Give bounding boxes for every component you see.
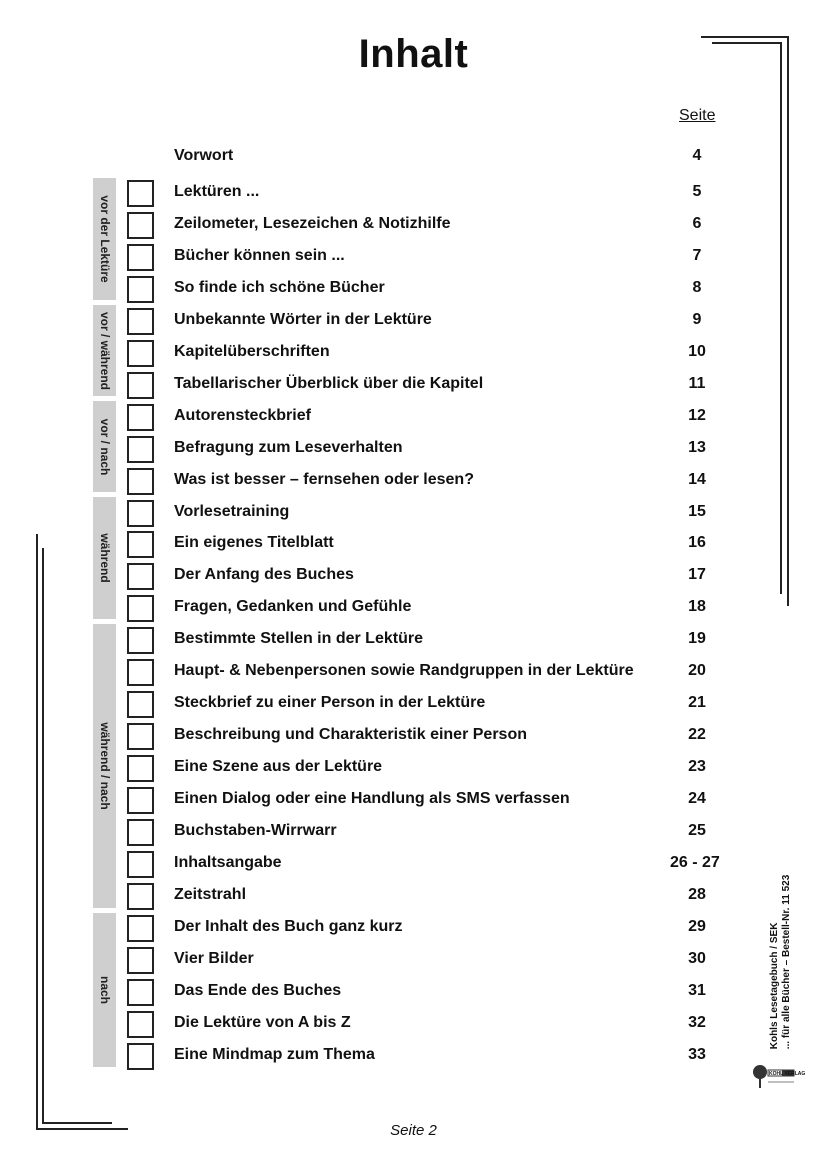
- publisher-line-2: ... für alle Bücher – Bestell-Nr. 11 523: [781, 874, 792, 1050]
- toc-entry-page: 28: [688, 886, 706, 903]
- toc-row: [0, 912, 827, 944]
- toc-checkbox[interactable]: [127, 915, 154, 942]
- toc-entry-label: Eine Szene aus der Lektüre: [174, 758, 383, 775]
- toc-entry-label: Bestimmte Stellen in der Lektüre: [174, 630, 423, 647]
- toc-row: [0, 305, 827, 337]
- toc-entry-page: 30: [688, 950, 706, 967]
- toc-entry-label: Vorlesetraining: [174, 503, 290, 520]
- toc-checkbox[interactable]: [127, 755, 154, 782]
- toc-row: [0, 401, 827, 433]
- toc-entry-label: Vier Bilder: [174, 950, 254, 967]
- toc-entry-page: 9: [692, 311, 702, 328]
- toc-row: [0, 688, 827, 720]
- toc-entry-page: 20: [688, 662, 706, 679]
- toc-checkbox[interactable]: [127, 723, 154, 750]
- toc-entry-label: Tabellarischer Überblick über die Kapitel: [174, 375, 484, 392]
- toc-entry-page: 10: [688, 343, 706, 360]
- toc-entry-page: 15: [688, 503, 706, 520]
- toc-checkbox[interactable]: [127, 563, 154, 590]
- toc-row: [0, 1040, 827, 1072]
- toc-entry-page: 22: [688, 726, 706, 743]
- toc-checkbox[interactable]: [127, 659, 154, 686]
- toc-entry-page: 21: [688, 694, 706, 711]
- toc-row: [0, 784, 827, 816]
- toc-entry-page: 6: [692, 215, 702, 232]
- tree-logo-icon: [752, 1062, 806, 1090]
- toc-checkbox[interactable]: [127, 276, 154, 303]
- svg-text:KOHL VERLAG: KOHL VERLAG: [769, 1071, 806, 1077]
- publisher-imprint: [766, 836, 796, 1088]
- toc-checkbox[interactable]: [127, 531, 154, 558]
- toc-entry-label: Autorensteckbrief: [174, 407, 311, 424]
- toc-entry-label: Was ist besser – fernsehen oder lesen?: [174, 471, 474, 488]
- toc-checkbox[interactable]: [127, 1043, 154, 1070]
- toc-checkbox[interactable]: [127, 851, 154, 878]
- toc-entry-label: Beschreibung und Charakteristik einer Person: [174, 726, 527, 743]
- toc-entry-page: 8: [692, 279, 702, 296]
- toc-checkbox[interactable]: [127, 436, 154, 463]
- toc-checkbox[interactable]: [127, 691, 154, 718]
- toc-checkbox[interactable]: [127, 308, 154, 335]
- page-column-header: Seite: [679, 107, 716, 124]
- publisher-logo: [752, 1062, 806, 1090]
- page-title: Inhalt: [358, 32, 469, 76]
- toc-checkbox[interactable]: [127, 1011, 154, 1038]
- toc-row: [0, 880, 827, 912]
- toc-checkbox[interactable]: [127, 372, 154, 399]
- toc-row: [0, 241, 827, 273]
- toc-entry-page: 24: [688, 790, 706, 807]
- page-number-footer: Seite 2: [390, 1122, 437, 1139]
- toc-checkbox[interactable]: [127, 340, 154, 367]
- toc-entry-page: 5: [692, 183, 702, 200]
- toc-entry-label: Einen Dialog oder eine Handlung als SMS verfassen: [174, 790, 570, 807]
- toc-entry-page: 19: [688, 630, 706, 647]
- toc-entry-label: Zeilometer, Lesezeichen & Notizhilfe: [174, 215, 451, 232]
- toc-row: [0, 369, 827, 401]
- toc-entry-label: Lektüren ...: [174, 183, 260, 200]
- phase-label-during-after: während / nach: [93, 624, 116, 908]
- toc-checkbox[interactable]: [127, 500, 154, 527]
- toc-row: [0, 1008, 827, 1040]
- toc-entry-label: Vorwort: [174, 147, 234, 164]
- toc-row: [0, 433, 827, 465]
- phase-label-before: vor der Lektüre: [93, 178, 116, 300]
- toc-entry-page: 18: [688, 598, 706, 615]
- toc-entry-page: 4: [692, 147, 702, 164]
- toc-entry-label: Der Anfang des Buches: [174, 566, 354, 583]
- toc-row: [0, 816, 827, 848]
- toc-row: [0, 592, 827, 624]
- phase-label-before-during: vor / während: [93, 305, 116, 396]
- toc-row: [0, 944, 827, 976]
- toc-checkbox[interactable]: [127, 180, 154, 207]
- toc-entry-label: Der Inhalt des Buch ganz kurz: [174, 918, 403, 935]
- toc-entry-page: 33: [688, 1046, 706, 1063]
- toc-row: [0, 497, 827, 529]
- toc-checkbox[interactable]: [127, 595, 154, 622]
- phase-label-after: nach: [93, 913, 116, 1067]
- toc-entry-label: Haupt- & Nebenpersonen sowie Randgruppen in der Lektüre: [174, 662, 634, 679]
- toc-entry-page: 23: [688, 758, 706, 775]
- toc-checkbox[interactable]: [127, 468, 154, 495]
- toc-row: [0, 656, 827, 688]
- phase-label-before-after: vor / nach: [93, 401, 116, 492]
- toc-entry-label: Zeitstrahl: [174, 886, 247, 903]
- toc-entry-label: Bücher können sein ...: [174, 247, 345, 264]
- toc-entry-page: 13: [688, 439, 706, 456]
- toc-entry-label: Unbekannte Wörter in der Lektüre: [174, 311, 432, 328]
- toc-entry-page: 17: [688, 566, 706, 583]
- toc-entry-label: So finde ich schöne Bücher: [174, 279, 385, 296]
- toc-entry-page: 12: [688, 407, 706, 424]
- toc-entry-page: 7: [692, 247, 702, 264]
- toc-entry-page: 16: [688, 534, 706, 551]
- toc-row: [0, 976, 827, 1008]
- toc-row: [0, 848, 827, 880]
- toc-checkbox[interactable]: [127, 883, 154, 910]
- toc-row: [0, 465, 827, 497]
- toc-checkbox[interactable]: [127, 212, 154, 239]
- toc-row: [0, 624, 827, 656]
- toc-entry-page: 31: [688, 982, 706, 999]
- toc-checkbox[interactable]: [127, 404, 154, 431]
- toc-entry-label: Befragung zum Leseverhalten: [174, 439, 403, 456]
- toc-row: [0, 337, 827, 369]
- toc-checkbox[interactable]: [127, 819, 154, 846]
- toc-entry-label: Eine Mindmap zum Thema: [174, 1046, 375, 1063]
- toc-entry-page: 29: [688, 918, 706, 935]
- toc-entry-label: Inhaltsangabe: [174, 854, 282, 871]
- toc-checkbox[interactable]: [127, 787, 154, 814]
- toc-entry-page: 14: [688, 471, 706, 488]
- toc-entry-label: Ein eigenes Titelblatt: [174, 534, 334, 551]
- toc-entry-page: 26 - 27: [670, 854, 720, 871]
- toc-row: [0, 752, 827, 784]
- publisher-line-1: Kohls Lesetagebuch / SEK: [769, 922, 780, 1050]
- toc-row: [0, 528, 827, 560]
- toc-entry-page: 32: [688, 1014, 706, 1031]
- toc-row: [0, 177, 827, 209]
- toc-row: [0, 209, 827, 241]
- toc-row: [0, 720, 827, 752]
- toc-checkbox[interactable]: [127, 627, 154, 654]
- toc-entry-label: Die Lektüre von A bis Z: [174, 1014, 351, 1031]
- toc-checkbox[interactable]: [127, 947, 154, 974]
- toc-entry-page: 25: [688, 822, 706, 839]
- toc-checkbox[interactable]: [127, 979, 154, 1006]
- toc-entry-label: Das Ende des Buches: [174, 982, 342, 999]
- toc-row: [0, 273, 827, 305]
- toc-entry-label: Buchstaben-Wirrwarr: [174, 822, 337, 839]
- toc-entry-label: Fragen, Gedanken und Gefühle: [174, 598, 412, 615]
- toc-checkbox[interactable]: [127, 244, 154, 271]
- toc-row: [0, 560, 827, 592]
- phase-label-during: während: [93, 497, 116, 619]
- toc-entry-page: 11: [688, 375, 706, 392]
- toc-entry-label: Kapitelüberschriften: [174, 343, 330, 360]
- toc-entry-label: Steckbrief zu einer Person in der Lektüre: [174, 694, 486, 711]
- toc-row-intro: [0, 141, 827, 173]
